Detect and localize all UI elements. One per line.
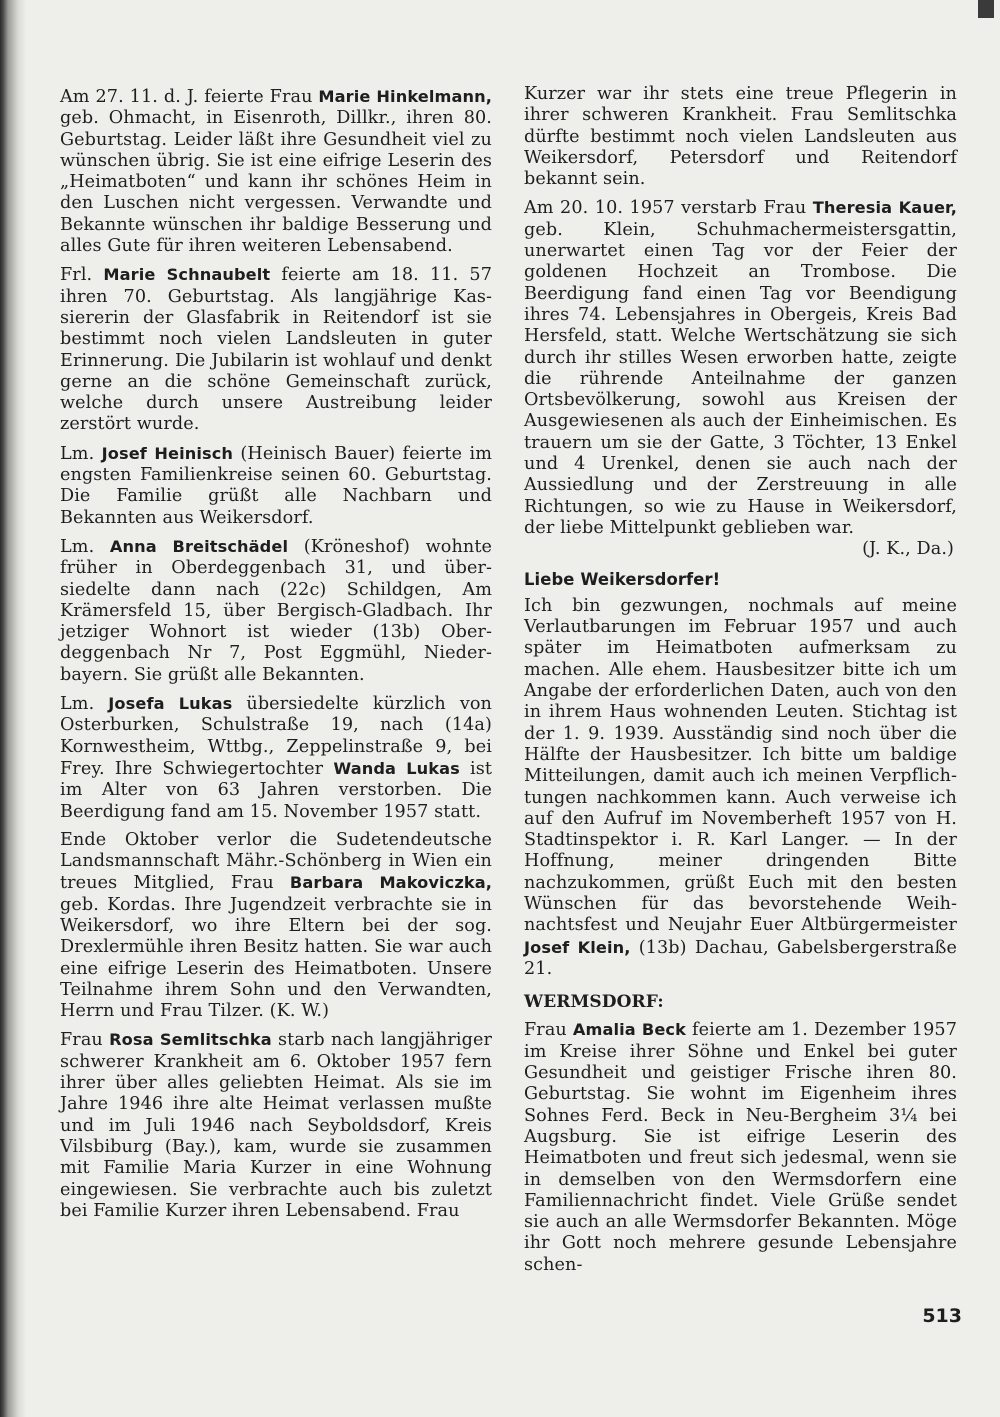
notice-heinisch: Lm. Josef Heinisch (Heinisch Bauer) feierte im engsten Familienkreise seinen 60. Geburtstag. Die Familie grüßt alle Nachbarn und Bekannten aus Weikersdorf. xyxy=(60,443,492,528)
person-name: Marie Schnaubelt xyxy=(103,265,271,285)
left-column xyxy=(60,86,492,1222)
person-name: Wanda Lukas xyxy=(333,758,460,778)
person-name: Marie Hinkelmann, xyxy=(318,87,492,106)
corner-mark xyxy=(978,0,994,18)
notice-lukas: Lm. Josefa Lukas übersiedelte kürzlich von Osterburken, Schulstraße 19, nach (14a) Kornwestheim, Wttbg., Zeppelinstraße 9, bei Frey. Ihre Schwiegertochter Wanda Lukas ist im Alter von 63 Jahren verstorben. Die Beerdigung fand am 15. November 1957 statt. xyxy=(60,694,492,822)
notice-breitschaedel: Lm. Anna Breitschädel (Kröneshof) wohnte früher in Oberdeggenbach 31, und übersiedelte dann nach (22c) Schildgen, Am Krämersfeld 15, über Bergisch-Gladbach. Ihr jetziger Wohnort ist wieder (13b) Oberdeggenbach Nr 7, Post Eggmühl, Niederbayern. Sie grüßt alle Bekannten. xyxy=(60,536,493,685)
person-name: Rosa Semlitschka xyxy=(109,1030,272,1050)
person-name: Theresia Kauer, xyxy=(812,198,957,218)
notice-hinkelmann: Am 27. 11. d. J. feierte Frau Marie Hinkelmann, geb. Ohmacht, in Eisenroth, Dillkr., ihren 80. Geburtstag. Leider läßt ihre Gesundheit viel zu wünschen übrig. Sie ist eine eifrige Leserin des „Heimatboten“ und kann ihr schönes Heim in den Luschen nicht vergessen. Verwandte und Bekannte wünschen ihr baldige Besserung und alles Gute für ihren weiteren Lebensabend. xyxy=(60,87,492,257)
notice-makoviczka: Ende Oktober verlor die Sudetendeutsche Landsmannschaft Mähr.-Schönberg in Wien ein treues Mitglied, Frau Barbara Makoviczka, geb. Kordas. Ihre Jugendzeit verbrachte sie in Weikersdorf, wo ihre Eltern bei der sog. Drexlermühle ihren Besitz hatten. Sie war auch eine eifrige Leserin des Heimatboten. Unsere Teilnahme ihrem Sohn und den Verwandten, Herrn und Frau Tilzer. (K. W.) xyxy=(60,829,493,1022)
person-name: Amalia Beck xyxy=(572,1020,686,1040)
notice-semlitschka-continued: Kurzer war ihr stets eine treue Pflegerin in ihrer schweren Krankheit. Frau Semlitschka dürfte bestimmt noch vielen Landsleuten aus Weikersdorf, Petersdorf und Reitendorf bekannt sein. xyxy=(524,84,957,190)
notice-weikersdorfer: Ich bin gezwungen, nochmals auf meine Verlautbarungen im Februar 1957 und auch später im Heimatboten aufmerksam zu machen. Alle ehem. Hausbesitzer bitte ich um Angabe der erforderlichen Daten, auch von den in ihrem Haus wohnenden Leuten. Stichtag ist der 1. 9. 1939. Ausständig sind noch über die Hälfte der Hausbesitzer. Ich bitte um baldige Mitteilungen, damit auch ich meinen Verpflichtungen nachkommen kann. Auch verweise ich auf den Aufruf im Novemberheft 1957 von H. Stadtinspektor i. R. Karl Langer. — In der Hoffnung, meiner dringenden Bitte nachzukommen, grüßt Euch mit den besten Wünschen für das bevorstehende Weihnachtsfest und Neujahr Euer Altbürgermeister Josef Klein, (13b) Dachau, Gabelsbergerstraße 21. xyxy=(524,595,957,979)
notice-kauer: Am 20. 10. 1957 verstarb Frau Theresia Kauer, geb. Klein, Schuhmachermeistersgattin, unerwartet einen Tag vor der Feier der goldenen Hochzeit an Trombose. Die Beerdigung fand einen Tag vor Beendigung ihres 74. Lebensjahres in Obergeis, Kreis Bad Hersfeld, statt. Welche Wertschätzung sie sich durch ihr stilles Wesen erworben hatte, zeigte die rührende Anteilnahme der ganzen Ortsbevölkerung, sowohl aus Kreisen der Ausgewiesenen als auch der Einheimischen. Es trauern um sie der Gatte, 3 Töchter, 13 Enkel und 4 Urenkel, denen sie auch nach der Aussiedlung und der Zerstreuung in alle Richtungen, so wie zu Hause in Weikersdorf, der liebe Mittelpunkt geblieben war. xyxy=(524,198,957,538)
person-name: Josefa Lukas xyxy=(108,694,233,714)
person-name: Josef Klein, xyxy=(524,937,631,957)
notice-schnaubelt: Frl. Marie Schnaubelt feierte am 18. 11. 57 ihren 70. Geburtstag. Als langjährige Kassiererin der Glasfabrik in Reitendorf ist sie bestimmt noch vielen Landsleuten in guter Erinnerung. Die Jubilarin ist wohlauf und denkt gerne an die schöne Gemeinschaft zurück, welche durch unsere Austreibung leider zerstört wurde. xyxy=(60,265,492,435)
signature: (J. K., Da.) xyxy=(862,539,954,560)
notice-semlitschka: Frau Rosa Semlitschka starb nach langjähriger schwerer Krankheit am 6. Oktober 1957 fern ihrer über alles geliebten Heimat. Als sie im Jahre 1946 ihre alte Heimat verlassen mußte und im Juli 1946 nach Seyboldsdorf, Kreis Vilsbiburg (Bay.), kam, wurde sie zusammen mit Familie Maria Kurzer in eine Wohnung eingewiesen. Sie verbrachte auch bis zuletzt bei Familie Kurzer ihren Lebensabend. Frau xyxy=(60,1030,492,1221)
notice-beck: Frau Amalia Beck feierte am 1. Dezember 1957 im Kreise ihrer Söhne und Enkel bei guter Gesundheit und geistiger Frische ihren 80. Geburtstag. Sie wohnt im Eigenheim ihres Sohnes Ferd. Beck in Neu-Bergheim 3¼ bei Augsburg. Sie ist eifrige Leserin des Heimatboten und freut sich jedesmal, wenn sie in demselben von den Wermsdorfern eine Familiennachricht findet. Viele Grüße sendet sie auch an alle Wermsdorfer Bekannten. Möge ihr Gott noch mehrere gesunde Lebensjahre schen- xyxy=(524,1020,957,1275)
section-heading-weikersdorfer: Liebe Weikersdorfer! xyxy=(524,569,721,589)
right-column xyxy=(524,84,957,1276)
section-heading-wermsdorf: WERMSDORF: xyxy=(524,992,664,1013)
page-number: 513 xyxy=(922,1305,962,1327)
person-name: Anna Breitschädel xyxy=(109,536,289,556)
person-name: Josef Heinisch xyxy=(101,443,234,463)
person-name: Barbara Makoviczka, xyxy=(289,873,493,893)
page-binding-edge xyxy=(0,0,26,1417)
